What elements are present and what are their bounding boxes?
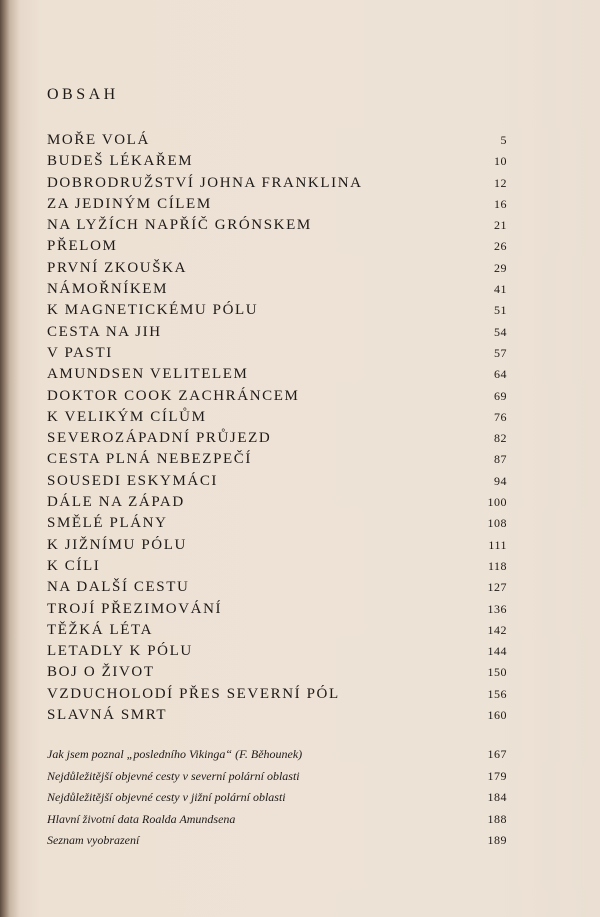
toc-row <box>47 130 507 151</box>
toc-row <box>47 428 507 449</box>
chapter-title: DOKTOR COOK ZACHRÁNCEM <box>47 387 300 404</box>
chapter-page: 150 <box>487 665 507 680</box>
appendix-row <box>47 809 507 831</box>
appendix-row <box>47 766 507 788</box>
appendix-row <box>47 744 507 766</box>
chapter-page: 12 <box>494 175 507 190</box>
toc-row <box>47 364 507 385</box>
toc-row <box>47 492 507 513</box>
chapter-page: 82 <box>494 431 507 446</box>
chapter-title: K VELIKÝM CÍLŮM <box>47 408 207 425</box>
toc-row <box>47 449 507 470</box>
chapter-title: AMUNDSEN VELITELEM <box>47 366 249 383</box>
toc-row <box>47 705 507 726</box>
chapter-page: 144 <box>487 644 507 659</box>
appendix-title: Hlavní životní data Roalda Amundsena <box>47 811 236 826</box>
toc-row <box>47 173 507 194</box>
chapter-title: NÁMOŘNÍKEM <box>47 281 168 298</box>
chapter-list <box>47 130 507 726</box>
chapter-page: 64 <box>494 367 507 382</box>
chapter-page: 21 <box>494 218 507 233</box>
chapter-title: DOBRODRUŽSTVÍ JOHNA FRANKLINA <box>47 174 363 191</box>
appendix-page: 189 <box>487 833 507 847</box>
chapter-title: K CÍLI <box>47 557 101 574</box>
chapter-title: PRVNÍ ZKOUŠKA <box>47 259 188 276</box>
toc-row <box>47 471 507 492</box>
appendix-page: 167 <box>487 747 507 761</box>
appendix-page: 188 <box>487 811 507 826</box>
toc-row <box>47 684 507 705</box>
appendix-title: Nejdůležitější objevné cesty v jižní polární oblasti <box>47 790 286 804</box>
chapter-page: 57 <box>494 345 507 360</box>
chapter-page: 5 <box>500 133 507 147</box>
chapter-page: 118 <box>487 558 507 573</box>
toc-row <box>47 322 507 343</box>
chapter-page: 69 <box>494 388 507 403</box>
chapter-page: 111 <box>488 537 507 552</box>
chapter-page: 76 <box>494 409 507 424</box>
page-heading: OBSAH <box>47 86 119 103</box>
appendix-title: Nejdůležitější objevné cesty v severní polární oblasti <box>47 768 300 783</box>
toc-row <box>47 599 507 620</box>
toc-row <box>47 662 507 683</box>
chapter-title: SOUSEDI ESKYMÁCI <box>47 472 219 489</box>
chapter-title: SMĚLÉ PLÁNY <box>47 515 168 532</box>
toc-row <box>47 386 507 407</box>
chapter-page: 16 <box>494 196 507 211</box>
toc-row <box>47 641 507 662</box>
chapter-title: V PASTI <box>47 344 113 361</box>
toc-row <box>47 343 507 364</box>
appendix-title: Seznam vyobrazení <box>47 833 140 847</box>
chapter-page: 87 <box>494 452 507 467</box>
toc-row <box>47 151 507 172</box>
chapter-title: MOŘE VOLÁ <box>47 132 150 148</box>
chapter-page: 100 <box>487 495 507 510</box>
chapter-page: 142 <box>487 622 507 637</box>
chapter-page: 29 <box>494 260 507 275</box>
chapter-page: 10 <box>494 154 507 169</box>
chapter-title: K JIŽNÍMU PÓLU <box>47 536 187 553</box>
toc-row <box>47 194 507 215</box>
appendix-row <box>47 830 507 852</box>
chapter-title: CESTA PLNÁ NEBEZPEČÍ <box>47 451 252 468</box>
toc-row <box>47 535 507 556</box>
appendix-page: 179 <box>487 768 507 783</box>
chapter-title: TROJÍ PŘEZIMOVÁNÍ <box>47 600 223 617</box>
chapter-title: CESTA NA JIH <box>47 323 162 340</box>
chapter-page: 156 <box>487 686 507 701</box>
toc-row <box>47 620 507 641</box>
chapter-page: 127 <box>487 580 507 595</box>
toc-row <box>47 556 507 577</box>
toc-row <box>47 279 507 300</box>
chapter-title: SEVEROZÁPADNÍ PRŮJEZD <box>47 430 272 447</box>
toc-row <box>47 407 507 428</box>
chapter-page: 136 <box>487 601 507 616</box>
toc-row <box>47 258 507 279</box>
chapter-title: VZDUCHOLODÍ PŘES SEVERNÍ PÓL <box>47 685 340 702</box>
toc-row <box>47 300 507 321</box>
toc-row <box>47 577 507 598</box>
chapter-title: SLAVNÁ SMRT <box>47 707 168 724</box>
chapter-title: NA DALŠÍ CESTU <box>47 579 190 596</box>
toc-row <box>47 215 507 236</box>
appendix-title: Jak jsem poznal „posledního Vikinga“ (F. Běhounek) <box>47 747 303 761</box>
chapter-title: BUDEŠ LÉKAŘEM <box>47 153 194 170</box>
chapter-page: 160 <box>487 708 507 723</box>
chapter-title: PŘELOM <box>47 238 118 255</box>
chapter-title: TĚŽKÁ LÉTA <box>47 621 154 638</box>
chapter-page: 54 <box>494 324 507 339</box>
chapter-page: 51 <box>494 303 507 318</box>
chapter-title: NA LYŽÍCH NAPŘÍČ GRÓNSKEM <box>47 217 312 234</box>
appendix-list <box>47 744 507 852</box>
appendix-page: 184 <box>487 790 507 804</box>
chapter-title: DÁLE NA ZÁPAD <box>47 494 185 511</box>
chapter-page: 41 <box>494 282 507 297</box>
chapter-title: ZA JEDINÝM CÍLEM <box>47 195 212 212</box>
toc-row <box>47 236 507 257</box>
chapter-title: K MAGNETICKÉMU PÓLU <box>47 302 259 319</box>
toc-row <box>47 513 507 534</box>
appendix-row <box>47 787 507 809</box>
chapter-title: LETADLY K PÓLU <box>47 643 193 660</box>
chapter-page: 26 <box>494 239 507 254</box>
chapter-title: BOJ O ŽIVOT <box>47 664 155 681</box>
chapter-page: 108 <box>487 516 507 531</box>
chapter-page: 94 <box>494 473 507 488</box>
